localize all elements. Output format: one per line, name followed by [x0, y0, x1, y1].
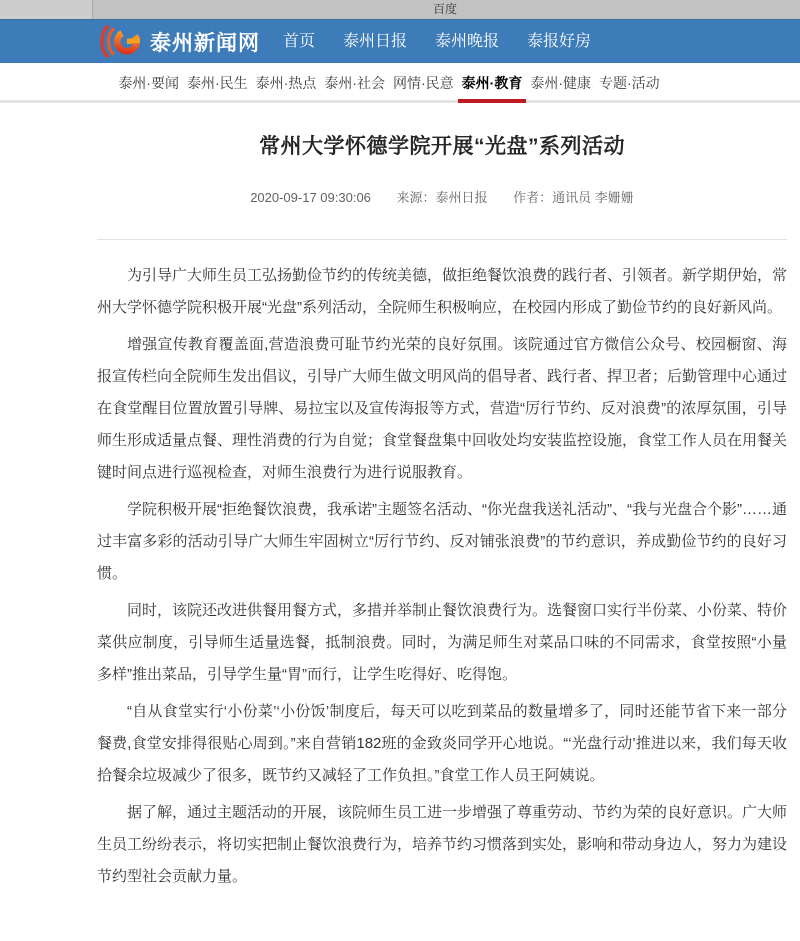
site-name: 泰州新闻网	[150, 31, 260, 55]
main-menu	[269, 20, 605, 64]
flame-logo-icon	[97, 23, 144, 60]
article-author: 作者：通讯员 李姗姗	[513, 190, 634, 205]
article-paragraph: 据了解，通过主题活动的开展，该院师生员工进一步增强了尊重劳动、节约为荣的良好意识。广大师生员工纷纷表示，将切实把制止餐饮浪费行为，培养节约习惯落到实处，影响和带动身边人，努力为建设节约型社会贡献力量。	[97, 804, 788, 885]
channel-nav-item[interactable]: 专题·活动	[599, 75, 660, 91]
article-paragraph: 同时，该院还改进供餐用餐方式，多措并举制止餐饮浪费行为。选餐窗口实行半份菜、小份菜、特价菜供应制度，引导师生适量选餐，抵制浪费。同时，为满足师生对菜品口味的不同需求，食堂按照“小量多样”推出菜品，引导学生量“胃”而行，让学生吃得好、吃得饱。	[97, 602, 788, 683]
channel-nav	[0, 63, 800, 103]
article	[97, 130, 787, 893]
channel-nav-item[interactable]: 泰州·社会	[324, 75, 385, 91]
article-source: 来源：泰州日报	[396, 190, 488, 205]
main-navbar	[0, 19, 800, 63]
channel-nav-item[interactable]: 网情·民意	[393, 75, 454, 91]
article-paragraph: 增强宣传教育覆盖面,营造浪费可耻节约光荣的良好氛围。该院通过官方微信公众号、校园橱窗、海报宣传栏向全院师生发出倡议，引导广大师生做文明风尚的倡导者、践行者、捍卫者；后勤管理中心通过在食堂醒目位置放置引导牌、易拉宝以及宣传海报等方式，营造“厉行节约、反对浪费”的浓厚氛围，引导师生形成适量点餐、理性消费的行为自觉；食堂餐盘集中回收处均安装监控设施，食堂工作人员在用餐关键时间点进行巡视检查，对师生浪费行为进行说服教育。	[97, 336, 788, 481]
article-title: 常州大学怀德学院开展“光盘”系列活动	[259, 135, 625, 158]
meta-divider	[97, 239, 787, 240]
site-logo[interactable]	[97, 23, 260, 60]
browser-tab-segment[interactable]	[0, 0, 93, 19]
article-datetime: 2020-09-17 09:30:06	[250, 190, 371, 205]
article-paragraph: 为引导广大师生员工弘扬勤俭节约的传统美德，做拒绝餐饮浪费的践行者、引领者。新学期伊始，常州大学怀德学院积极开展“光盘”系列活动，全院师生积极响应，在校园内形成了勤俭节约的良好新风尚。	[97, 267, 788, 316]
article-body	[97, 260, 787, 893]
main-menu-item[interactable]: 泰州晚报	[435, 32, 500, 50]
channel-nav-item[interactable]: 泰州·健康	[530, 75, 592, 91]
browser-tab-strip	[0, 0, 800, 19]
channel-nav-item[interactable]: 泰州·民生	[186, 75, 248, 91]
browser-tab-title: 百度	[432, 2, 457, 16]
article-meta	[97, 187, 787, 206]
main-menu-item[interactable]: 泰州日报	[343, 32, 408, 50]
channel-nav-item[interactable]: 泰州·热点	[255, 75, 317, 91]
main-menu-item[interactable]: 泰报好房	[527, 32, 592, 50]
main-menu-item[interactable]: 首页	[283, 32, 316, 50]
article-paragraph: 学院积极开展“拒绝餐饮浪费，我承诺”主题签名活动、“你光盘我送礼活动”、“我与光盘合个影”……通过丰富多彩的活动引导广大师生牢固树立“厉行节约、反对铺张浪费”的节约意识，养成勤俭节约的良好习惯。	[97, 501, 787, 582]
channel-nav-item[interactable]: 泰州·要闻	[118, 75, 179, 91]
channel-nav-item[interactable]: 泰州·教育	[460, 63, 525, 100]
article-paragraph: “自从食堂实行‘小份菜’‘小份饭’制度后，每天可以吃到菜品的数量增多了，同时还能节省下来一部分餐费,食堂安排得很贴心周到。”来自营销182班的金致炎同学开心地说。“‘光盘行动’推进以来，我们每天收拾餐余垃圾减少了很多，既节约又减轻了工作负担。”食堂工作人员王阿姨说。	[97, 703, 787, 784]
